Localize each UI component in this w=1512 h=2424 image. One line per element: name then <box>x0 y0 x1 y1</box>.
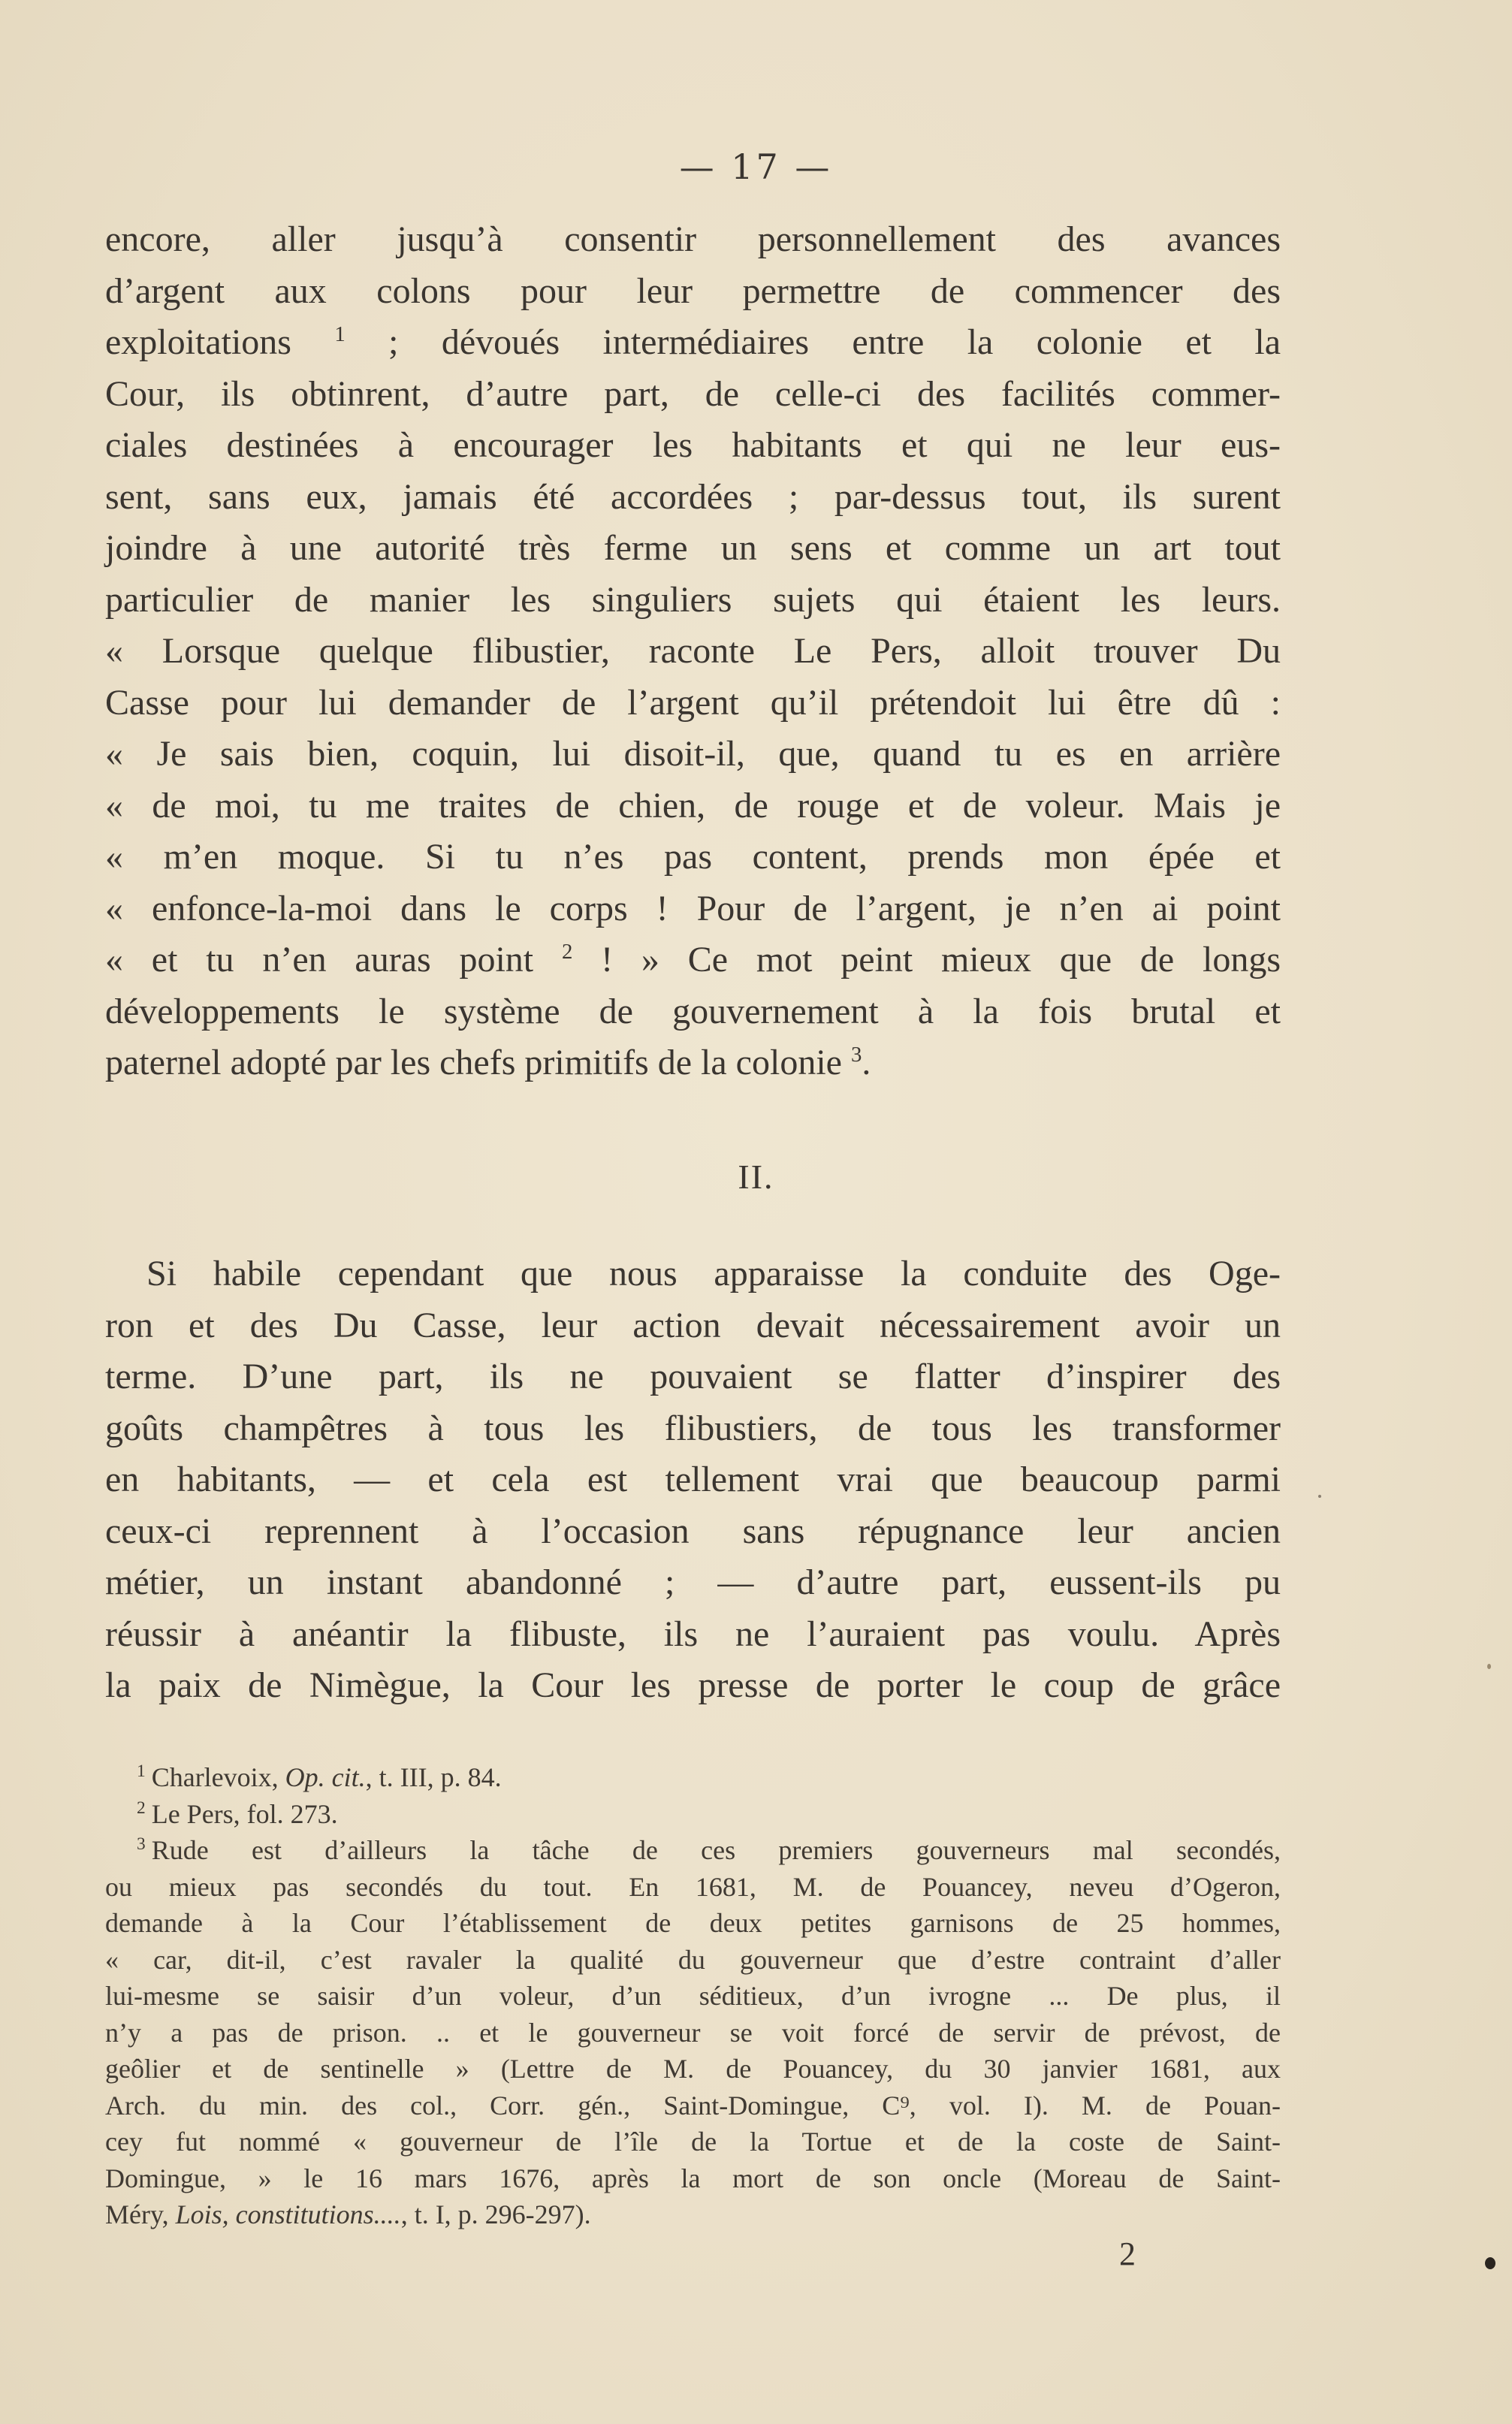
text-line: ron et des Du Casse, leur action devait nécessairement avoir un <box>105 1305 1281 1345</box>
footnote-line: demande à la Cour l’établissement de deux petites garnisons de 25 hommes, <box>105 1908 1281 1938</box>
text-line: paternel adopté par les chefs primitifs de la colonie $^3$. <box>105 1043 871 1082</box>
text-line: exploitations $^1$ ; dévoués intermédiaires entre la colonie et la <box>105 322 1281 362</box>
ink-speck <box>1318 1495 1321 1498</box>
text-line: terme. D’une part, ils ne pouvaient se flatter d’inspirer des <box>105 1357 1281 1396</box>
signature-mark: 2 <box>1119 2235 1136 2272</box>
paragraph-1 <box>105 214 1281 1089</box>
ink-speck <box>1485 2257 1495 2269</box>
footnote-line: ou mieux pas secondés du tout. En 1681, M. de Pouancey, neveu d’Ogeron, <box>105 1871 1281 1902</box>
text-line: « et tu n’en auras point $^2$ ! » Ce mot peint mieux que de longs <box>105 940 1281 980</box>
text-line: Casse pour lui demander de l’argent qu’il prétendoit lui être dû : <box>105 682 1281 723</box>
footnote-2: $^2$ Le Pers, fol. 273. <box>105 1796 1281 1833</box>
page-number: — 17 — <box>679 146 833 187</box>
footnote-line: cey fut nommé « gouverneur de l’île de la Tortue et de la coste de Saint- <box>105 2127 1281 2157</box>
text-line: ciales destinées à encourager les habitants et qui ne leur eus- <box>105 425 1281 465</box>
footnotes <box>105 1759 1281 2233</box>
footnote-mark: 2 <box>137 1798 146 1818</box>
text-line: « m’en moque. Si tu n’es pas content, prends mon épée et <box>105 837 1281 877</box>
text-line: développements le système de gouvernement à la fois brutal et <box>105 991 1281 1031</box>
footnote-line: « car, dit-il, c’est ravaler la qualité du gouverneur que d’estre contraint d’aller <box>105 1944 1281 1975</box>
footnote-line: Méry, Lois, constitutions...., t. I, p. 296-297). <box>105 2199 591 2229</box>
footnote-line: lui-mesme se saisir d’un voleur, d’un séditieux, d’un ivrogne ... De plus, il <box>105 1981 1281 2011</box>
text-line: sent, sans eux, jamais été accordées ; par-dessus tout, ils surent <box>105 476 1281 517</box>
footnote-line: geôlier et de sentinelle » (Lettre de M. de Pouancey, du 30 janvier 1681, aux <box>105 2054 1281 2084</box>
footnote-line: Arch. du min. des col., Corr. gén., Saint-Domingue, C⁹, vol. I). M. de Pouan- <box>105 2090 1281 2121</box>
text-line: ceux-ci reprennent à l’occasion sans répugnance leur ancien <box>105 1511 1281 1551</box>
text-line: encore, aller jusqu’à consentir personnellement des avances <box>105 219 1281 259</box>
text-line: particulier de manier les singuliers sujets qui étaient les leurs. <box>105 579 1281 620</box>
text-line: « Lorsque quelque flibustier, raconte Le Pers, alloit trouver Du <box>105 631 1281 671</box>
text-line: Cour, ils obtinrent, d’autre part, de celle-ci des facilités commer- <box>105 373 1281 414</box>
text-line: la paix de Nimègue, la Cour les presse de porter le coup de grâce <box>105 1665 1281 1705</box>
footnote-ref-2: 2 <box>561 940 573 964</box>
text-line: « Je sais bien, coquin, lui disoit-il, que, quand tu es en arrière <box>105 734 1281 774</box>
text-line: Si habile cependant que nous apparaisse la conduite des Oge- <box>146 1254 1281 1294</box>
footnote-1: $^1$ Charlevoix, Op. cit., t. III, p. 84. <box>105 1759 1281 1796</box>
ink-speck <box>1487 1664 1491 1669</box>
text-line: en habitants, — et cela est tellement vrai que beaucoup parmi <box>105 1460 1281 1499</box>
footnote-ref-3: 3 <box>850 1043 862 1067</box>
footnote-line: n’y a pas de prison. .. et le gouverneur se voit forcé de servir de prévost, de <box>105 2017 1281 2048</box>
text-line: métier, un instant abandonné ; — d’autre part, eussent-ils pu <box>105 1562 1281 1602</box>
text-line: d’argent aux colons pour leur permettre de commencer des <box>105 270 1281 311</box>
section-heading: II. <box>738 1158 774 1196</box>
paragraph-2 <box>105 1248 1281 1712</box>
footnote-mark: 3 <box>137 1834 146 1854</box>
text-line: « de moi, tu me traites de chien, de rouge et de voleur. Mais je <box>105 785 1281 826</box>
footnote-3: $^3$ Rude est d’ailleurs la tâche de ces premiers gouverneurs mal secondés, <box>105 1832 1281 1869</box>
footnote-line: Domingue, » le 16 mars 1676, après la mort de son oncle (Moreau de Saint- <box>105 2163 1281 2193</box>
footnote-mark: 1 <box>137 1761 146 1781</box>
text-line: « enfonce-la-moi dans le corps ! Pour de l’argent, je n’en ai point <box>105 888 1281 928</box>
text-line: joindre à une autorité très ferme un sens et comme un art tout <box>105 528 1281 568</box>
text-line: goûts champêtres à tous les flibustiers, de tous les transformer <box>105 1408 1281 1448</box>
text-line: réussir à anéantir la flibuste, ils ne l’auraient pas voulu. Après <box>105 1613 1281 1654</box>
footnote-ref-1: 1 <box>334 322 346 346</box>
